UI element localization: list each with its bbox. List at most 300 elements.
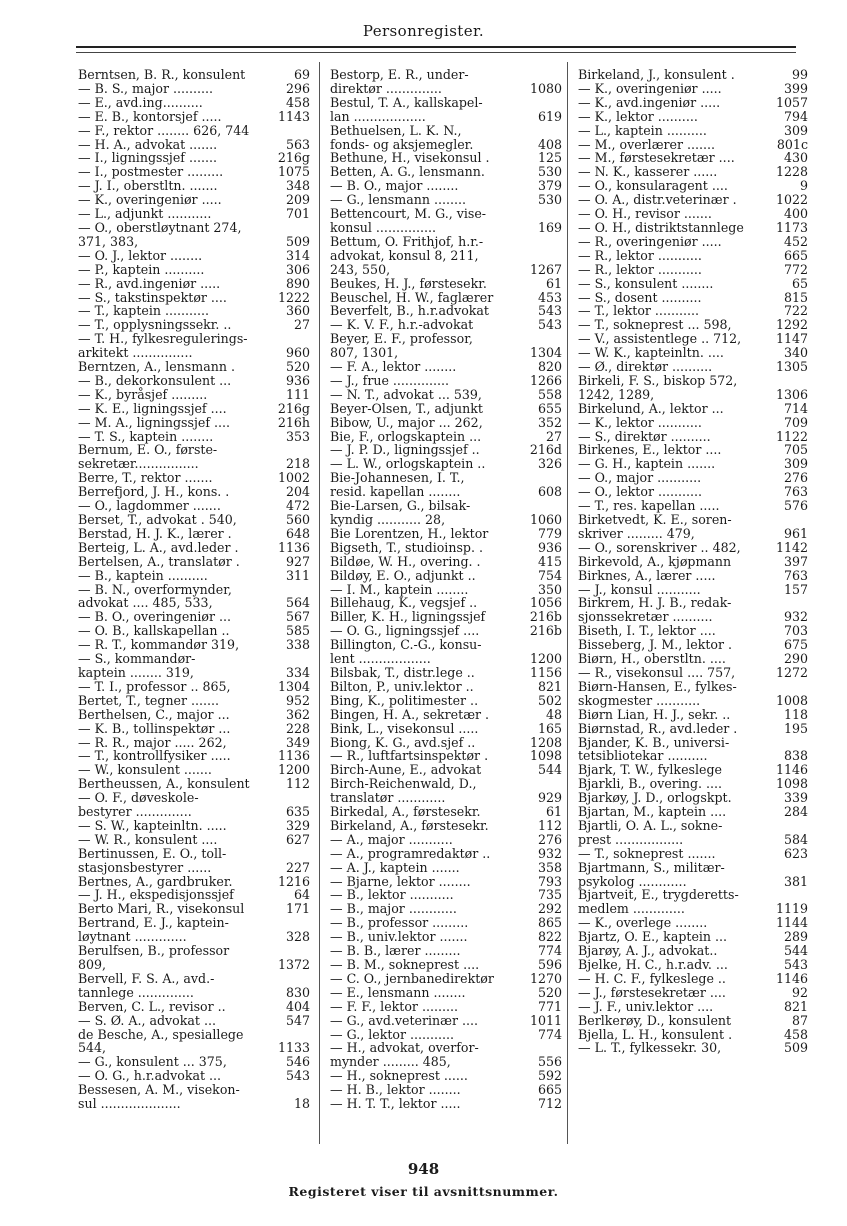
entry-number: 415 (537, 553, 562, 569)
footer-note: Registeret viser til avsnittsnummer. (288, 1184, 559, 1199)
entry-number: 821 (537, 678, 562, 694)
register-entry (330, 972, 562, 986)
register-entry (578, 68, 808, 82)
entry-number: 929 (537, 790, 562, 806)
entry-number: 556 (537, 1054, 562, 1070)
entry-text: Bigseth, T., studioinsp. . (330, 539, 483, 555)
entry-number: 353 (285, 428, 310, 444)
register-entry (78, 541, 310, 555)
register-entry (330, 82, 562, 96)
register-entry (78, 791, 310, 805)
entry-text: — I. M., kaptein ........ (330, 581, 469, 597)
entry-number: 585 (285, 623, 310, 639)
entry-text: Berstad, H. J. K., lærer . (78, 525, 232, 541)
entry-text: — E. B., kontorsjef ..... (78, 108, 222, 124)
entry-number: 1146 (775, 762, 808, 778)
entry-number: 296 (285, 80, 310, 96)
register-entry (578, 680, 808, 694)
entry-text: Bervell, F. S. A., avd.- (78, 970, 215, 986)
register-entry (578, 291, 808, 305)
entry-text: Beukes, H. J., førstesekr. (330, 275, 487, 291)
entry-number: 801c (776, 136, 808, 152)
entry-number: 890 (285, 275, 310, 291)
entry-text: — O., lektor ........... (578, 484, 703, 500)
register-entry (330, 165, 562, 179)
entry-text: medlem ............. (578, 901, 685, 917)
entry-number: 1098 (775, 776, 808, 792)
entry-text: — L., adjunkt ........... (78, 206, 212, 222)
entry-number: 169 (537, 219, 562, 235)
register-entry (78, 875, 310, 889)
entry-text: Bjarøy, A. J., advokat.. (578, 943, 718, 959)
entry-number: 216g (277, 150, 310, 166)
entry-text: — H. C. F., fylkeslege .. (578, 970, 726, 986)
register-entry (330, 207, 562, 221)
entry-text: — O., oberstløytnant 274, (78, 219, 242, 235)
entry-number: 714 (783, 400, 808, 416)
entry-number: 794 (783, 108, 808, 124)
register-entry (330, 583, 562, 597)
entry-text: Bertnes, A., gardbruker. (78, 873, 233, 889)
entry-text: — O. H., distriktstannlege (578, 219, 744, 235)
entry-number: 309 (783, 122, 808, 138)
entry-number: 358 (537, 859, 562, 875)
entry-text: — B. S., major .......... (78, 80, 214, 96)
register-entry (578, 304, 808, 318)
entry-text: — J. H., ekspedisjonssjef (78, 887, 234, 903)
entry-number: 815 (783, 289, 808, 305)
register-entry (330, 944, 562, 958)
register-entry (330, 513, 562, 527)
entry-text: — O. G., h.r.advokat ... (78, 1068, 222, 1084)
entry-text: Berteig, L. A., avd.leder . (78, 539, 239, 555)
register-entry (330, 986, 562, 1000)
entry-text: — O. J., lektor ........ (78, 247, 203, 263)
entry-text: — W. R., konsulent .... (78, 831, 218, 847)
entry-text: Bing, K., politimester .. (330, 692, 479, 708)
entry-number: 125 (537, 150, 562, 166)
entry-text: — H., advokat, overfor- (330, 1040, 479, 1056)
entry-text: Bertheussen, A., konsulent (78, 776, 250, 792)
entry-number: 1156 (529, 664, 562, 680)
entry-number: 87 (791, 1012, 808, 1028)
register-entry (578, 374, 808, 388)
entry-number: 830 (285, 984, 310, 1000)
entry-number: 1056 (529, 595, 562, 611)
entry-number: 65 (791, 275, 808, 291)
entry-number: 1267 (529, 261, 562, 277)
entry-number: 349 (285, 734, 310, 750)
register-entry (78, 1069, 310, 1083)
entry-text: — G., lensmann ........ (330, 192, 466, 208)
column-divider (319, 62, 320, 1144)
entry-number: 118 (783, 706, 808, 722)
entry-number: 623 (783, 845, 808, 861)
entry-number: 290 (783, 651, 808, 667)
entry-number: 458 (783, 1026, 808, 1042)
register-entry (330, 263, 562, 277)
register-entry (78, 471, 310, 485)
entry-number: 379 (537, 178, 562, 194)
register-entry (78, 861, 310, 875)
register-entry (578, 555, 808, 569)
register-entry (78, 972, 310, 986)
register-entry (78, 165, 310, 179)
register-entry (578, 569, 808, 583)
register-entry (330, 471, 562, 485)
register-entry (330, 596, 562, 610)
entry-number: 722 (783, 303, 808, 319)
register-entry (578, 694, 808, 708)
entry-number: 763 (783, 484, 808, 500)
entry-text: — B. N., overformynder, (78, 581, 232, 597)
register-entry (330, 541, 562, 555)
entry-text: Bjander, K. B., universi- (578, 734, 730, 750)
register-entry (578, 583, 808, 597)
entry-number: 216h (277, 414, 310, 430)
register-entry (578, 805, 808, 819)
register-entry (330, 930, 562, 944)
entry-text: Birkenes, E., lektor .... (578, 442, 722, 458)
entry-text: — L., kaptein .......... (578, 122, 707, 138)
page-title: Personregister. (362, 22, 485, 40)
entry-text: — R., luftfartsinspektør . (330, 748, 489, 764)
entry-text: — G., konsulent ... 375, (78, 1054, 227, 1070)
entry-text: Bildøy, E. O., adjunkt .. (330, 567, 476, 583)
entry-text: Bilsbak, T., distr.lege .. (330, 664, 475, 680)
register-entry (78, 207, 310, 221)
register-entry (330, 291, 562, 305)
register-entry (330, 777, 562, 791)
register-entry (578, 527, 808, 541)
register-entry (578, 736, 808, 750)
register-entry (78, 304, 310, 318)
register-entry (78, 1000, 310, 1014)
entry-text: — T., kontrollfysiker ..... (78, 748, 231, 764)
entry-number: 276 (537, 831, 562, 847)
register-entry (330, 485, 562, 499)
entry-text: — K., overingeniør ..... (578, 80, 722, 96)
entry-number: 360 (285, 303, 310, 319)
entry-number: 735 (537, 887, 562, 903)
register-entry (578, 360, 808, 374)
entry-text: — K., lektor .......... (578, 108, 698, 124)
register-entry (78, 499, 310, 513)
entry-text: — I., ligningssjef ....... (78, 150, 217, 166)
register-entry (330, 555, 562, 569)
entry-text: — M., overlærer ....... (578, 136, 716, 152)
register-entry (330, 277, 562, 291)
entry-number: 306 (285, 261, 310, 277)
entry-text: Birkelund, A., lektor ... (578, 400, 724, 416)
register-entry (578, 875, 808, 889)
entry-text: Betten, A. G., lensmann. (330, 164, 485, 180)
entry-text: — Ø., direktør .......... (578, 359, 713, 375)
register-entry (578, 888, 808, 902)
entry-number: 543 (537, 317, 562, 333)
entry-text: Bjark, T. W., fylkeslege (578, 762, 722, 778)
entry-number: 675 (783, 637, 808, 653)
register-entry (578, 596, 808, 610)
register-entry (578, 930, 808, 944)
register-entry (78, 736, 310, 750)
register-entry (330, 1069, 562, 1083)
entry-text: kaptein ........ 319, (78, 664, 194, 680)
entry-text: Berlkerøy, D., konsulent (578, 1012, 732, 1028)
entry-text: Bessesen, A. M., visekon- (78, 1082, 240, 1098)
entry-number: 362 (285, 706, 310, 722)
register-column-1 (78, 68, 310, 1111)
register-entry (78, 221, 310, 235)
register-entry (578, 708, 808, 722)
register-entry (330, 151, 562, 165)
entry-text: — R., avd.ingeniør ..... (78, 275, 221, 291)
register-entry (578, 986, 808, 1000)
entry-number: 1119 (775, 901, 808, 917)
register-entry (578, 791, 808, 805)
entry-number: 1216 (277, 873, 310, 889)
register-entry (330, 749, 562, 763)
entry-number: 309 (783, 456, 808, 472)
entry-number: 1060 (529, 512, 562, 527)
register-entry (78, 416, 310, 430)
register-entry (330, 819, 562, 833)
entry-text: Birkeli, F. S., biskop 572, (578, 372, 738, 388)
register-entry (330, 388, 562, 402)
register-entry (78, 819, 310, 833)
entry-text: — N. K., kasserer ...... (578, 164, 718, 180)
entry-number: 1136 (277, 539, 310, 555)
entry-number: 61 (545, 804, 562, 820)
register-entry (578, 513, 808, 527)
entry-number: 961 (783, 525, 808, 541)
entry-number: 838 (783, 748, 808, 764)
register-entry (578, 332, 808, 346)
entry-number: 458 (285, 94, 310, 110)
register-entry (330, 527, 562, 541)
entry-number: 774 (537, 943, 562, 959)
entry-text: — T., kaptein ........... (78, 303, 210, 319)
entry-number: 311 (285, 567, 310, 583)
entry-text: de Besche, A., spesiallege (78, 1026, 244, 1042)
entry-text: psykolog ............ (578, 873, 687, 889)
register-entry (330, 1041, 562, 1055)
entry-number: 408 (537, 136, 562, 152)
entry-number: 1304 (277, 678, 310, 694)
entry-number: 709 (783, 414, 808, 430)
register-entry (578, 151, 808, 165)
entry-number: 430 (783, 150, 808, 166)
entry-text: — O., major ........... (578, 470, 702, 486)
register-entry (330, 179, 562, 193)
register-entry (330, 763, 562, 777)
entry-number: 772 (783, 261, 808, 277)
entry-text: Bie, F., orlogskaptein ... (330, 428, 482, 444)
entry-text: 1242, 1289, (578, 386, 655, 402)
entry-number: 1228 (775, 164, 808, 180)
register-entry (78, 610, 310, 624)
register-entry (578, 165, 808, 179)
entry-text: — M., førstesekretær .... (578, 150, 735, 166)
entry-number: 284 (783, 804, 808, 820)
entry-number: 99 (791, 67, 808, 82)
register-entry (330, 68, 562, 82)
entry-text: — S., kommandør- (78, 651, 196, 667)
entry-number: 952 (285, 692, 310, 708)
register-entry (578, 235, 808, 249)
register-entry (578, 1014, 808, 1028)
entry-text: — R., overingeniør ..... (578, 233, 722, 249)
entry-text: — T. S., kaptein ........ (78, 428, 214, 444)
entry-number: 350 (537, 581, 562, 597)
register-entry (330, 624, 562, 638)
entry-number: 576 (783, 498, 808, 514)
register-entry (330, 1083, 562, 1097)
entry-text: Berset, T., advokat . 540, (78, 512, 237, 527)
entry-text: Bertet, T., tegner ....... (78, 692, 220, 708)
entry-number: 779 (537, 525, 562, 541)
register-entry (330, 374, 562, 388)
entry-text: — B., lektor ........... (330, 887, 454, 903)
entry-text: Bettum, O. Frithjof, h.r.- (330, 233, 484, 249)
entry-text: — K., overlege ........ (578, 915, 708, 931)
register-entry (578, 833, 808, 847)
entry-text: — R. R., major ..... 262, (78, 734, 227, 750)
entry-number: 453 (537, 289, 562, 305)
entry-number: 665 (783, 247, 808, 263)
entry-text: — S., konsulent ........ (578, 275, 714, 291)
entry-text: — K., lektor ........... (578, 414, 702, 430)
register-entry (78, 930, 310, 944)
entry-number: 204 (285, 484, 310, 500)
entry-text: — K. B., tollinspektør ... (78, 720, 231, 736)
entry-number: 560 (285, 512, 310, 527)
entry-number: 1143 (277, 108, 310, 124)
header-rule (76, 46, 796, 48)
entry-number: 1022 (775, 192, 808, 208)
entry-number: 1200 (529, 651, 562, 667)
entry-number: 328 (285, 929, 310, 945)
entry-text: — C. O., jernbanedirektør (330, 970, 494, 986)
entry-number: 289 (783, 929, 808, 945)
register-entry (330, 875, 562, 889)
entry-text: skogmester ........... (578, 692, 701, 708)
entry-number: 774 (537, 1026, 562, 1042)
entry-text: — J. P. D., ligningssjef .. (330, 442, 480, 458)
register-entry (78, 151, 310, 165)
entry-text: — V., assistentlege .. 712, (578, 331, 742, 347)
entry-text: — T., lektor ........... (578, 303, 699, 319)
entry-text: Berntzen, A., lensmann . (78, 359, 235, 375)
entry-number: 314 (285, 247, 310, 263)
entry-number: 27 (545, 428, 562, 444)
register-entry (330, 346, 562, 360)
entry-number: 530 (537, 192, 562, 208)
entry-number: 1305 (775, 359, 808, 375)
entry-number: 520 (537, 984, 562, 1000)
entry-text: Bisseberg, J. M., lektor . (578, 637, 733, 653)
register-entry (578, 249, 808, 263)
register-entry (78, 263, 310, 277)
register-entry (330, 318, 562, 332)
register-entry (78, 96, 310, 110)
entry-text: Bertrand, E. J., kaptein- (78, 915, 229, 931)
register-entry (78, 805, 310, 819)
register-entry (78, 179, 310, 193)
register-entry (78, 583, 310, 597)
entry-text: løytnant ............. (78, 929, 187, 945)
entry-number: 771 (537, 998, 562, 1014)
register-entry (330, 722, 562, 736)
register-entry (578, 277, 808, 291)
register-entry (330, 888, 562, 902)
entry-text: Bjartz, O. E., kaptein ... (578, 929, 728, 945)
register-entry (578, 96, 808, 110)
register-column-2 (330, 68, 562, 1111)
entry-text: Beyer-Olsen, T., adjunkt (330, 400, 483, 416)
entry-text: tannlege .............. (78, 984, 194, 1000)
entry-number: 960 (285, 345, 310, 361)
entry-text: — L. T., fylkessekr. 30, (578, 1040, 722, 1056)
entry-number: 563 (285, 136, 310, 152)
register-entry (330, 96, 562, 110)
entry-text: — J. I., oberstltn. ....... (78, 178, 218, 194)
entry-number: 584 (783, 831, 808, 847)
entry-number: 381 (783, 873, 808, 889)
entry-text: — J., konsul ........... (578, 581, 701, 597)
entry-text: — G., avd.veterinær .... (330, 1012, 479, 1028)
register-entry (578, 902, 808, 916)
entry-text: — O. F., døveskole- (78, 790, 199, 806)
entry-text: — K. E., ligningssjef .... (78, 400, 227, 416)
entry-number: 712 (537, 1096, 562, 1112)
entry-text: Berntsen, B. R., konsulent (78, 67, 246, 82)
entry-text: Biong, K. G., avd.sjef .. (330, 734, 476, 750)
register-entry (78, 763, 310, 777)
entry-number: 754 (537, 567, 562, 583)
entry-number: 1292 (775, 317, 808, 333)
entry-text: 809, (78, 957, 107, 972)
entry-number: 112 (285, 776, 310, 792)
entry-text: Bjarkli, B., overing. .... (578, 776, 723, 792)
register-entry (578, 861, 808, 875)
entry-number: 334 (285, 664, 310, 680)
entry-text: — N. T., advokat ... 539, (330, 386, 482, 402)
register-entry (78, 193, 310, 207)
register-entry (78, 82, 310, 96)
entry-text: — S., dosent .......... (578, 289, 702, 305)
register-entry (330, 861, 562, 875)
entry-text: fonds- og aksjemegler. (330, 136, 474, 152)
entry-text: — B., major ............ (330, 901, 457, 917)
register-entry (78, 944, 310, 958)
page-number: 948 (407, 1160, 440, 1178)
register-entry (330, 332, 562, 346)
register-entry (330, 221, 562, 235)
register-entry (78, 402, 310, 416)
entry-text: — H. B., lektor ........ (330, 1082, 461, 1098)
entry-text: — E., avd.ing.......... (78, 94, 203, 110)
entry-number: 472 (285, 498, 310, 514)
entry-number: 558 (537, 386, 562, 402)
register-entry (78, 958, 310, 972)
entry-number: 216b (529, 623, 562, 639)
entry-text: Birkevold, A., kjøpmann (578, 553, 732, 569)
register-entry (78, 1097, 310, 1111)
entry-text: — L. W., orlogskaptein .. (330, 456, 486, 472)
register-entry (578, 624, 808, 638)
entry-number: 1147 (775, 331, 808, 347)
